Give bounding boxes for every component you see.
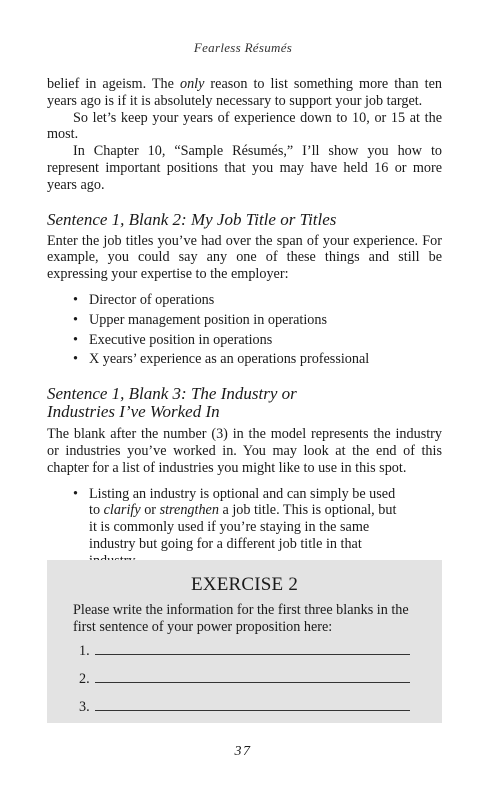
bullet-icon: • (73, 331, 78, 348)
list-item (73, 486, 407, 570)
blank-rule (95, 670, 410, 683)
section-body-job-titles: Enter the job titles you’ve had over the span of your experience. For example, you could say any one of these things and still be expressing your expertise to the employer: (47, 232, 442, 283)
exercise-box (47, 560, 442, 723)
fill-in-blank-3[interactable] (79, 698, 410, 715)
bullet-icon: • (73, 311, 78, 328)
list-item-text: Director of operations (89, 291, 215, 308)
page-number: 37 (234, 744, 252, 759)
blank-rule (95, 642, 410, 655)
job-title-examples-list (47, 291, 442, 370)
industry-note-list (47, 486, 442, 570)
bullet-icon: • (73, 485, 78, 502)
main-content (47, 76, 442, 570)
heading-line: Sentence 1, Blank 3: The Industry or (47, 384, 297, 404)
exercise-title: EXERCISE 2 (190, 574, 299, 595)
section-body-industries: The blank after the number (3) in the model represents the industry or industries you’ve worked in. You may look at the end of this chapter for a list of industries you might like to use in this spot. (47, 426, 442, 476)
section-heading-job-titles: Sentence 1, Blank 2: My Job Title or Titles (47, 209, 337, 229)
paragraph-ageism (47, 76, 442, 110)
emphasis-strengthen: strengthen (159, 502, 219, 519)
list-item-text: Upper management position in operations (89, 311, 327, 328)
list-item (73, 331, 442, 351)
paragraph-text: belief in ageism. The (47, 76, 180, 92)
list-item (73, 291, 442, 311)
bullet-icon: • (73, 351, 78, 368)
emphasis-clarify: clarify (103, 502, 141, 519)
list-item-text: Listing an industry is optional and can simply be used to (89, 485, 396, 519)
list-item-text: Executive position in operations (89, 331, 273, 348)
blank-rule (95, 698, 410, 711)
emphasis-only: only (179, 76, 205, 92)
blank-number: 2. (79, 671, 90, 687)
running-head: Fearless Résumés (193, 40, 293, 55)
fill-in-blank-2[interactable] (79, 670, 410, 687)
section-heading-industries (47, 385, 442, 421)
blank-number: 1. (79, 643, 90, 659)
blank-number: 3. (79, 699, 90, 715)
paragraph-experience-years: So let’s keep your years of experience down to 10, or 15 at the most. (47, 109, 442, 143)
paragraph-text: reason to list something more than ten years ago is if it is absolutely necessary to support your job target. (47, 76, 442, 109)
list-item (73, 311, 442, 331)
fill-in-blank-1[interactable] (79, 642, 410, 659)
bullet-icon: • (73, 291, 78, 308)
heading-line: Industries I’ve Worked In (47, 402, 220, 422)
exercise-instructions: Please write the information for the first three blanks in the first sentence of your power proposition here: (73, 602, 409, 635)
list-item-text: or (140, 502, 160, 519)
list-item-text: a job title. This is optional, but it is commonly used if you’re staying in the same industry but going for a different job title in that (89, 502, 397, 552)
list-item (73, 350, 442, 370)
list-item-text: X years’ experience as an operations professional (89, 351, 370, 368)
paragraph-chapter-reference: In Chapter 10, “Sample Résumés,” I’ll show you how to represent important positions that you may have held 16 or more years ago. (47, 143, 442, 193)
